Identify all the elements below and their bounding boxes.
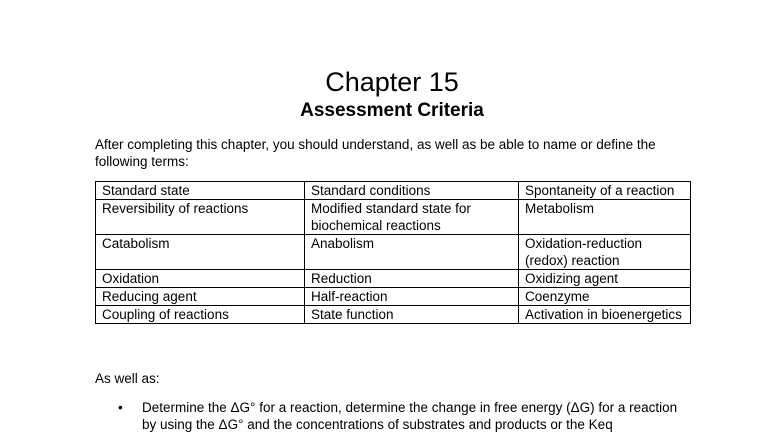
table-cell: Standard conditions — [305, 182, 519, 200]
table-row — [96, 182, 691, 200]
as-well-as-label: As well as: — [95, 371, 160, 386]
list-item — [118, 399, 678, 433]
table-cell: Reversibility of reactions — [96, 200, 305, 235]
terms-table — [95, 181, 691, 324]
table-row — [96, 288, 691, 306]
table-cell: Half-reaction — [305, 288, 519, 306]
bullet-icon: • — [118, 400, 123, 415]
table-row — [96, 235, 691, 270]
criteria-list — [118, 399, 678, 433]
table-cell: State function — [305, 306, 519, 324]
intro-paragraph: After completing this chapter, you should understand, as well as be able to name or define the following terms: — [95, 137, 656, 169]
chapter-subtitle: Assessment Criteria — [300, 100, 484, 121]
table-cell: Oxidation-reduction (redox) reaction — [519, 235, 691, 270]
table-cell: Modified standard state for biochemical reactions — [305, 200, 519, 235]
table-cell: Oxidation — [96, 270, 305, 288]
table-row — [96, 200, 691, 235]
table-cell: Reducing agent — [96, 288, 305, 306]
table-cell: Catabolism — [96, 235, 305, 270]
list-item-text: Determine the ΔG° for a reaction, determine the change in free energy (ΔG) for a reaction by using the ΔG° and the concentrations of substrates and products or the Keq — [142, 400, 678, 432]
table-cell: Coenzyme — [519, 288, 691, 306]
table-cell: Activation in bioenergetics — [519, 306, 691, 324]
table-cell: Anabolism — [305, 235, 519, 270]
table-cell: Coupling of reactions — [96, 306, 305, 324]
table-row — [96, 270, 691, 288]
table-row — [96, 306, 691, 324]
table-cell: Reduction — [305, 270, 519, 288]
table-cell: Spontaneity of a reaction — [519, 182, 691, 200]
table-cell: Standard state — [96, 182, 305, 200]
chapter-title: Chapter 15 — [325, 67, 459, 97]
table-cell: Oxidizing agent — [519, 270, 691, 288]
table-cell: Metabolism — [519, 200, 691, 235]
